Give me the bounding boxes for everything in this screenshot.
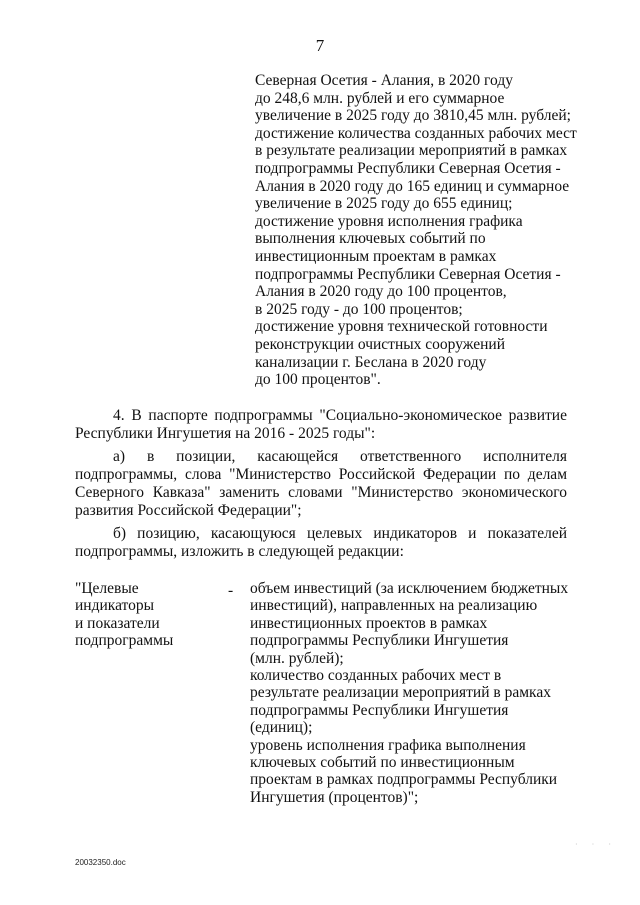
text-line: Алания в 2020 году до 165 единиц и суммарное bbox=[255, 177, 570, 195]
table-left-line: и показатели bbox=[75, 614, 160, 632]
table-right-line: объем инвестиций (за исключением бюджетных bbox=[250, 580, 569, 597]
text-line: Алания в 2020 году до 100 процентов, bbox=[255, 283, 507, 301]
table-left-line: индикаторы bbox=[75, 597, 155, 615]
item-b-text: б) позицию, касающуюся целевых индикаторов и показателей подпрограммы, изложить в следующей редакции: bbox=[75, 525, 567, 560]
table-right-line: (единиц); bbox=[250, 719, 313, 737]
section-4-text: 4. В паспорте подпрограммы "Социально-экономическое развитие Республики Ингушетия на 2016 - 2025 годы": bbox=[75, 407, 567, 442]
text-line: увеличение в 2025 году до 3810,45 млн. рублей; bbox=[255, 107, 571, 125]
text-line: увеличение в 2025 году до 655 единиц; bbox=[255, 195, 513, 213]
item-a-paragraph bbox=[75, 448, 567, 520]
item-b-paragraph bbox=[75, 525, 567, 561]
page-number: 7 bbox=[315, 36, 325, 55]
text-line: реконструкции очистных сооружений bbox=[255, 335, 506, 353]
table-right-line: ключевых событий по инвестиционным bbox=[250, 754, 515, 772]
table-right-line: подпрограммы Республики Ингушетия bbox=[250, 632, 509, 650]
table-right-line: проектам в рамках подпрограммы Республики bbox=[250, 771, 558, 789]
table-right-line: Ингушетия (процентов)"; bbox=[250, 788, 419, 806]
table-right-line: инвестиций), направленных на реализацию bbox=[250, 597, 538, 615]
text-line: подпрограммы Республики Северная Осетия - bbox=[255, 265, 561, 283]
text-line: в результате реализации мероприятий в рамках bbox=[255, 142, 568, 160]
text-line: Северная Осетия - Алания, в 2020 году bbox=[255, 72, 513, 89]
table-right-line: уровень исполнения графика выполнения bbox=[250, 736, 526, 754]
text-line: до 248,6 млн. рублей и его суммарное bbox=[255, 89, 505, 107]
table-right-line: результате реализации мероприятий в рамках bbox=[250, 684, 551, 702]
text-line: в 2025 году - до 100 процентов; bbox=[255, 300, 463, 318]
item-a-text: а) в позиции, касающейся ответственного исполнителя подпрограммы, слова "Министерство Российской Федерации по делам Северного Кавказа" заменить словами "Министерство экономического развития Российской Федерации"; bbox=[75, 448, 567, 519]
text-line: достижение уровня технической готовности bbox=[255, 318, 548, 336]
table-right-line: инвестиционных проектов в рамках bbox=[250, 614, 488, 632]
section-4-paragraph bbox=[75, 407, 567, 443]
table-right-line: подпрограммы Республики Ингушетия bbox=[250, 701, 509, 719]
table-right-line: количество созданных рабочих мест в bbox=[250, 667, 502, 685]
table-right-column bbox=[250, 580, 570, 806]
text-line: выполнения ключевых событий по bbox=[255, 230, 486, 248]
scan-artifact-dots: · · · bbox=[575, 840, 617, 849]
text-line: достижение количества созданных рабочих мест bbox=[255, 124, 577, 142]
table-dash: - bbox=[228, 582, 234, 599]
text-line: подпрограммы Республики Северная Осетия - bbox=[255, 159, 561, 177]
table-left-line: подпрограммы bbox=[75, 632, 174, 650]
table-right-line: (млн. рублей); bbox=[250, 649, 344, 667]
footer-filename: 20032350.doc bbox=[75, 858, 126, 867]
text-line: канализации г. Беслана в 2020 году bbox=[255, 353, 487, 371]
text-line: инвестиционным проектам в рамках bbox=[255, 247, 497, 265]
table-left-line: "Целевые bbox=[75, 580, 139, 597]
text-line: до 100 процентов". bbox=[255, 371, 381, 389]
text-line: достижение уровня исполнения графика bbox=[255, 212, 523, 230]
continued-indicators-block bbox=[255, 72, 585, 389]
table-left-column bbox=[75, 580, 215, 650]
